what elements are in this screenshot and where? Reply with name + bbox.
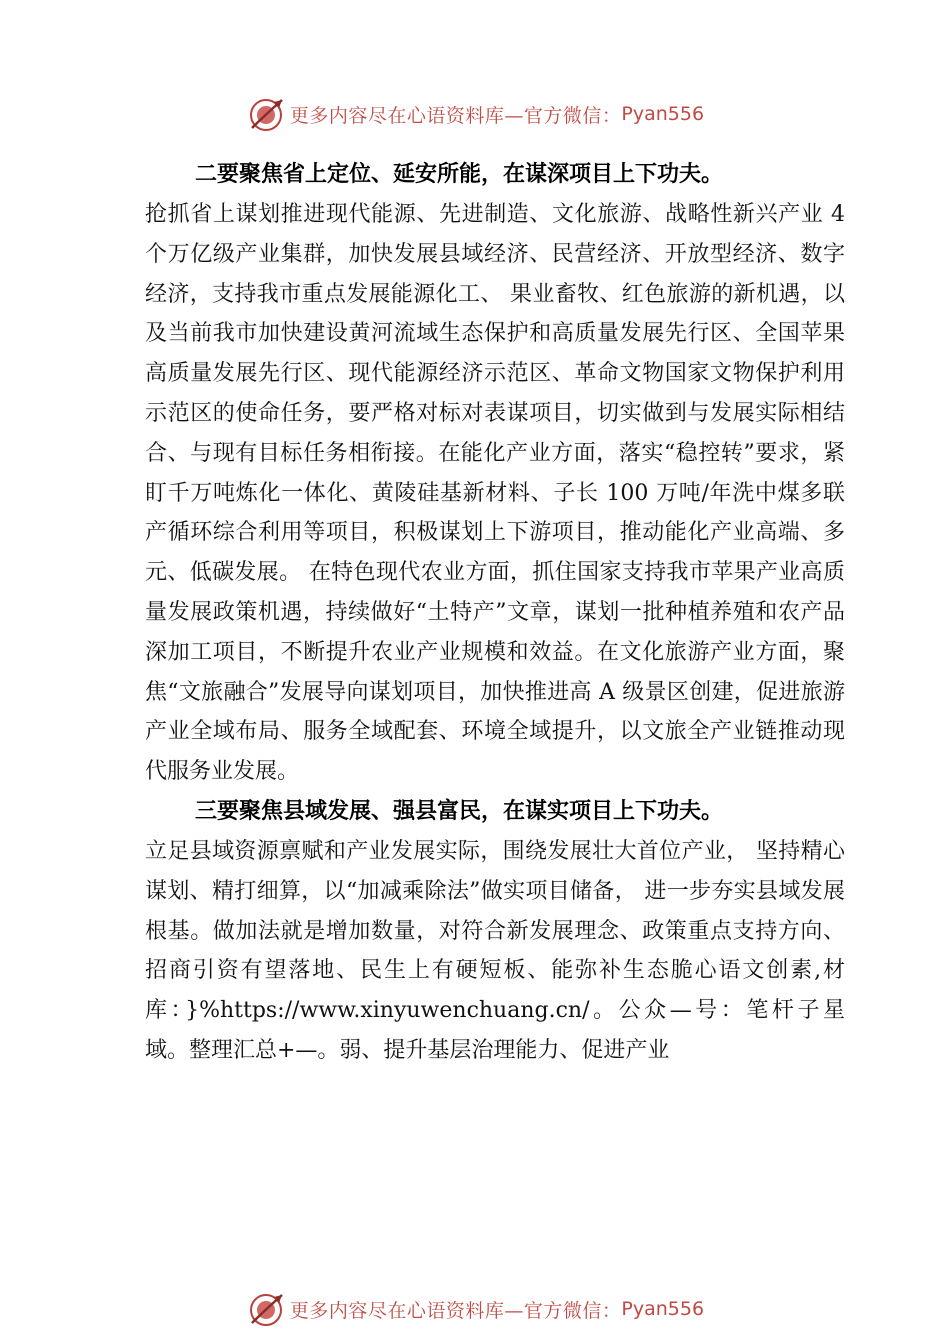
section-heading-2: 二要聚焦省上定位、延安所能，在谋深项目上下功夫。: [195, 162, 724, 187]
wechat-id: Pyan556: [621, 1298, 705, 1320]
document-body: [145, 155, 845, 1071]
logo-icon: [246, 94, 286, 134]
section-heading-3: 三要聚焦县域发展、强县富民，在谋实项目上下功夫。: [195, 798, 724, 824]
wechat-id: Pyan556: [621, 103, 705, 125]
section-paragraph-2: 抢抓省上谋划推进现代能源、先进制造、文化旅游、战略性新兴产业 4 个万亿级产业集群，加快发展县域经济、民营经济、开放型经济、数字经济，支持我市重点发展能源化工、 果业畜牧、红色旅游的新机遇，以及当前我市加快建设黄河流域生态保护和高质量发展先行区、全国苹果高质量发展先行区、现代能源经济示范区、革命文物国家文物保护利用示范区的使命任务，要严格对标对表谋项目，切实做到与发展实际相结合、与现有目标任务相衔接。在能化产业方面，落实“稳控转”要求，紧盯千万吨炼化一体化、黄陵硅基新材料、子长 100 万吨/年洗中煤多联产循环综合利用等项目，积极谋划上下游项目，推动能化产业高端、多元、低碳发展。 在特色现代农业方面，抓住国家支持我市苹果产业高质量发展政策机遇，持续做好“土特产”文章，谋划一批种植养殖和农产品深加工项目，不断提升农业产业规模和效益。在文化旅游产业方面，聚焦“文旅融合”发展导向谋划项目，加快推进高 A 级景区创建，促进旅游产业全域布局、服务全域配套、环境全域提升，以文旅全产业链推动现代服务业发展。: [145, 202, 845, 785]
banner-text: 更多内容尽在心语资料库—官方微信：: [289, 1299, 622, 1322]
banner-text: 更多内容尽在心语资料库—官方微信：: [289, 104, 622, 127]
section-paragraph-3: 立足县域资源禀赋和产业发展实际，围绕发展壮大首位产业， 坚持精心谋划、精打细算，以“加减乘除法”做实项目储备， 进一步夯实县域发展根基。做加法就是增加数量，对符合新发展理念、政策重点支持方向、招商引资有望落地、民生上有硬短板、能弥补生态脆心语文创素,材库：}%https://www.xinyuwenchuang.cn/。公众—号：笔杆子星域。整理汇总+—。弱、提升基层治理能力、促进产业: [145, 838, 845, 1063]
logo-icon: [246, 1289, 286, 1329]
header-banner: [0, 92, 950, 136]
footer-banner: [0, 1287, 950, 1331]
